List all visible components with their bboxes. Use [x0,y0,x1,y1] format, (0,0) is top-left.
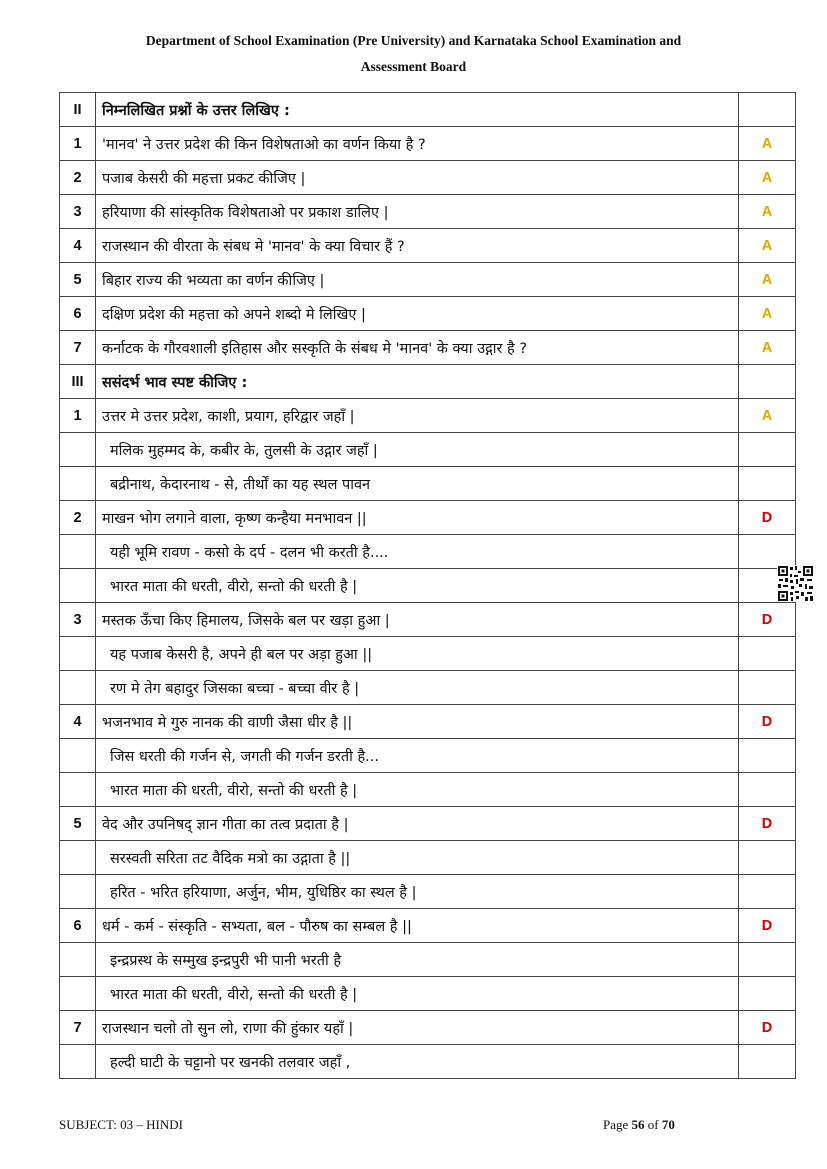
table-row [60,535,796,569]
page-current: 56 [631,1117,645,1132]
question-text: दक्षिण प्रदेश की महत्ता को अपने शब्दो मे लिखिए | [96,297,739,331]
difficulty-level: D [739,603,796,637]
question-text: बिहार राज्य की भव्यता का वर्णन कीजिए | [96,263,739,297]
page-total: 70 [661,1117,675,1132]
difficulty-level: D [739,909,796,943]
question-text: 'मानव' ने उत्तर प्रदेश की किन विशेषताओ का वर्णन किया है ? [96,127,739,161]
difficulty-level: A [739,229,796,263]
table-row [60,195,796,229]
difficulty-level [739,433,796,467]
question-number [60,875,96,909]
question-text: यह पजाब केसरी है, अपने ही बल पर अड़ा हुआ || [96,637,739,671]
difficulty-level: A [739,127,796,161]
document-header-line1: Department of School Examination (Pre University) and Karnataka School Examination and [145,33,682,48]
document-header-line2: Assessment Board [360,59,467,74]
question-number [60,569,96,603]
question-number [60,637,96,671]
question-text: धर्म - कर्म - संस्कृति - सभ्यता, बल - पौरुष का सम्बल है || [96,909,739,943]
difficulty-level [739,535,796,569]
question-number [60,841,96,875]
table-row [60,943,796,977]
table-row [60,807,796,841]
question-number [60,739,96,773]
table-row [60,263,796,297]
question-text: हरियाणा की सांस्कृतिक विशेषताओ पर प्रकाश डालिए | [96,195,739,229]
difficulty-level [739,671,796,705]
page-prefix: Page [603,1117,629,1132]
table-row [60,977,796,1011]
table-row [60,705,796,739]
question-text: हरित - भरित हरियाणा, अर्जुन, भीम, युधिष्ठिर का स्थल है | [96,875,739,909]
question-text: बद्रीनाथ, केदारनाथ - से, तीर्थों का यह स्थल पावन [96,467,739,501]
question-number: III [60,365,96,399]
table-row [60,127,796,161]
question-text: यही भूमि रावण - कसो के दर्प - दलन भी करती है.... [96,535,739,569]
table-row [60,773,796,807]
question-number: 7 [60,1011,96,1045]
table-row [60,841,796,875]
table-row [60,161,796,195]
footer-subject: SUBJECT: 03 – HINDI [59,1117,183,1132]
question-number: 2 [60,501,96,535]
question-number: 6 [60,909,96,943]
question-number [60,773,96,807]
footer-page-number [603,1117,675,1133]
table-row [60,365,796,399]
question-number: 2 [60,161,96,195]
question-number [60,977,96,1011]
questions-table-body [60,93,796,1079]
difficulty-level: A [739,195,796,229]
question-number: 1 [60,127,96,161]
table-row [60,909,796,943]
difficulty-level: D [739,807,796,841]
question-text: कर्नाटक के गौरवशाली इतिहास और सस्कृति के संबध मे 'मानव' के क्या उद्गार है ? [96,331,739,365]
table-row [60,467,796,501]
question-number [60,467,96,501]
table-row [60,569,796,603]
question-text: पजाब केसरी की महत्ता प्रकट कीजिए | [96,161,739,195]
difficulty-level [739,1045,796,1079]
question-number: 1 [60,399,96,433]
difficulty-level: D [739,1011,796,1045]
difficulty-level: A [739,161,796,195]
table-row [60,229,796,263]
question-text: भारत माता की धरती, वीरो, सन्तो की धरती है | [96,773,739,807]
table-row [60,93,796,127]
questions-table [59,92,796,1079]
table-row [60,739,796,773]
question-number [60,1045,96,1079]
question-number: 4 [60,229,96,263]
question-text: राजस्थान चलो तो सुन लो, राणा की हुंकार यहाँ | [96,1011,739,1045]
table-row [60,501,796,535]
difficulty-level [739,875,796,909]
question-number: 6 [60,297,96,331]
question-text: भारत माता की धरती, वीरो, सन्तो की धरती है | [96,569,739,603]
question-text: मस्तक ऊँचा किए हिमालय, जिसके बल पर खड़ा हुआ | [96,603,739,637]
table-row [60,297,796,331]
question-text: हल्दी घाटी के चट्टानो पर खनकी तलवार जहाँ , [96,1045,739,1079]
question-number [60,943,96,977]
question-number: II [60,93,96,127]
question-text: वेद और उपनिषद् ज्ञान गीता का तत्व प्रदाता है | [96,807,739,841]
difficulty-level [739,773,796,807]
question-text: जिस धरती की गर्जन से, जगती की गर्जन डरती है... [96,739,739,773]
question-number: 5 [60,263,96,297]
table-row [60,637,796,671]
table-row [60,603,796,637]
question-text: रण मे तेग बहादुर जिसका बच्चा - बच्चा वीर है | [96,671,739,705]
question-text: इन्द्रप्रस्थ के सम्मुख इन्द्रपुरी भी पानी भरती है [96,943,739,977]
question-number: 3 [60,603,96,637]
difficulty-level [739,943,796,977]
difficulty-level [739,93,796,127]
table-row [60,1045,796,1079]
question-number [60,671,96,705]
difficulty-level [739,977,796,1011]
difficulty-level: A [739,263,796,297]
difficulty-level: D [739,501,796,535]
question-text: सरस्वती सरिता तट वैदिक मत्रो का उद्गाता है || [96,841,739,875]
question-text: राजस्थान की वीरता के संबध मे 'मानव' के क्या विचार हैं ? [96,229,739,263]
difficulty-level [739,841,796,875]
table-row [60,433,796,467]
question-text: भजनभाव मे गुरु नानक की वाणी जैसा धीर है || [96,705,739,739]
question-number: 4 [60,705,96,739]
difficulty-level: A [739,399,796,433]
difficulty-level [739,739,796,773]
difficulty-level [739,365,796,399]
section-heading: ससंदर्भ भाव स्पष्ट कीजिए : [96,365,739,399]
difficulty-level: D [739,705,796,739]
qr-code-icon [777,565,814,602]
difficulty-level [739,467,796,501]
question-number [60,433,96,467]
table-row [60,671,796,705]
section-heading: निम्नलिखित प्रश्नों के उत्तर लिखिए : [96,93,739,127]
table-row [60,399,796,433]
table-row [60,875,796,909]
table-row [60,1011,796,1045]
question-number: 7 [60,331,96,365]
difficulty-level: A [739,297,796,331]
question-text: उत्तर मे उत्तर प्रदेश, काशी, प्रयाग, हरिद्वार जहाँ | [96,399,739,433]
difficulty-level: A [739,331,796,365]
question-number [60,535,96,569]
question-number: 5 [60,807,96,841]
page-of: of [647,1117,659,1132]
question-number: 3 [60,195,96,229]
difficulty-level [739,637,796,671]
table-row [60,331,796,365]
question-text: मलिक मुहम्मद के, कबीर के, तुलसी के उद्गार जहाँ | [96,433,739,467]
question-text: माखन भोग लगाने वाला, कृष्ण कन्हैया मनभावन || [96,501,739,535]
question-text: भारत माता की धरती, वीरो, सन्तो की धरती है | [96,977,739,1011]
